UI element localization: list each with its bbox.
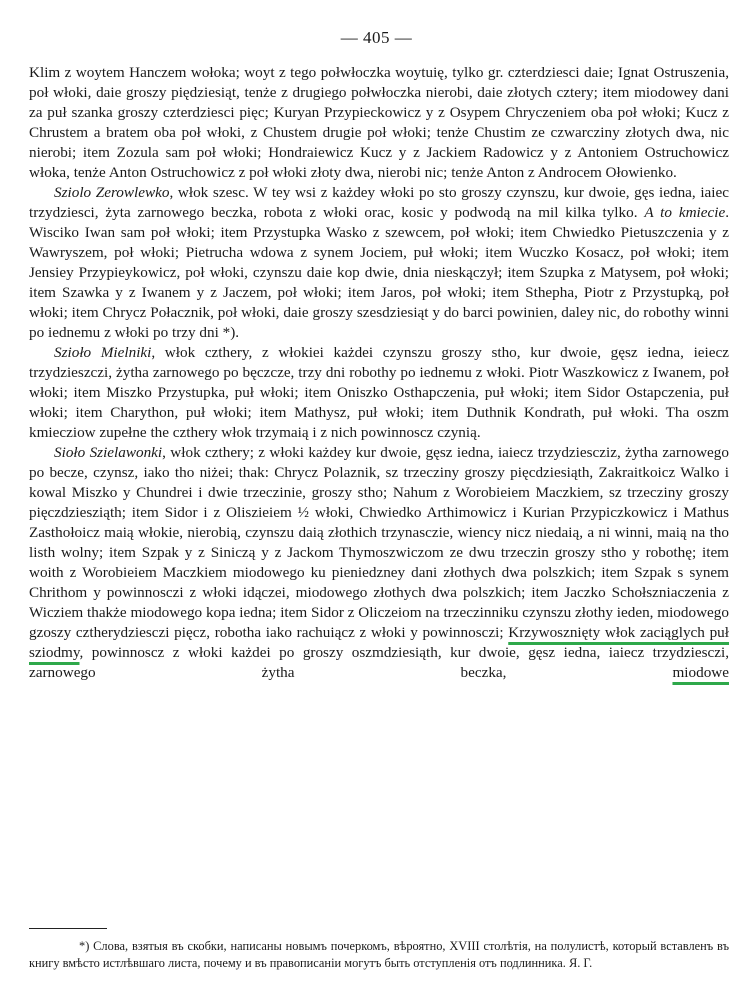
text-segment: , włok szesc. W tey wsi z każdey włoki po sto groszy czynszu, kur dwoie, gęs iedna, iaiec trzydziesci, żyta zarnowego beczka, robota z włoki orac, kosic y podwodą na mil kilka tylko. (29, 184, 729, 221)
text-segment: , włok czthery, z włokiei każdei czynszu groszy stho, kur dwoie, gęsz iedna, ieiecz trzydzieszczi, żytha zarnowego po bęczcze, trzy dni robothy po iednemu z włoki. Piotr Waszkowicz z Iwanem, poł włoki; item Miszko Przystupka, puł włoki; item Oniszko Osthapczenia, puł włoki; item Sidor Ostapczenia, puł włoki; item Charython, puł włoki; item Mathysz, puł włoki; item Duthnik Kondrath, puł włoki. Tha oszm kmiecziow zupełne the czthery włok trzymaią i z nich powinnoscz czynią. (29, 344, 729, 441)
highlighted-text: Krzywosznięty włok zaciąglych puł sziodmy (29, 624, 730, 661)
paragraph-3 (29, 343, 729, 443)
paragraph-1 (29, 63, 729, 183)
village-name-zerowlewko: Sziolo Zerowlewko (54, 184, 170, 201)
footnote-divider (29, 928, 107, 929)
text-segment: , włok czthery; z włoki każdey kur dwoie, gęsz iedna, iaiecz trzydziescziz, żytha zarnowego po becze, czynsz, iako tho niżei; thak: Chrycz Polaznik, sz trzecziny groszy pięcdziesiąth, Zakraitkoicz Walko i kowal Miszko y Chundrei i dwie trzeczinie, groszy stho; Nahum z Worobieiem Maczkiem, sz trzecziny groszy pięczdziesziąth; item Sidor i z Oliszieiem ½ włoki, Chwiedko Arthimowicz i Kurian Przypiczkowicz i Mathus Zasthołoicz maią włokie, nierobią, czynszu daią złothich trzynasczie, wiency nicz niedaią, a ni winni, maią na tho listh wolny; item Szpak y z Siniczą y z Jackom Thymoszwiczom ze dwu trzeczin groszy stho y robothę; item woith z Worobieiem Maczkiem miodowego ku pieniedzney dani złothych dwa polszkich; item Szpak s synem Chrithom y powinnosczi z włoki idączei, miodowego złothych dwa polszkich; item Jaczko Schołszniaczenia z Wicziem thakże miodowego kopa iedna; item Sidor z Oliczeiom na trzeczinniku czynszu złothy ieden, miodowego gzoszy cztherydziesczi pięcz, robotha iako rachuiącz z włoki y powinnosczi; (29, 444, 729, 641)
footnote (29, 938, 729, 972)
main-text (29, 63, 729, 683)
text-segment: . Wisciko Iwan sam poł włoki; item Przystupka Wasko z szewcem, poł włoki; item Chwiedko Pietuszczenia y z Wawryszem, poł włoki; Pietrucha wdowa z synem Jociem, puł włoki; item Wuczko Kosacz, poł włoki; item Jensiey Przypieykowicz, poł włoki, czynszu daie kop dwie, dnia nieskączył; item Szupka z Matysem, poł włoki; item Szawka y z Iwanem y z Jaczem, poł włoki; item Jaros, poł włoki; item Sthepha, Piotr z Przystupką, poł włoki; item Chrycz Połacznik, poł włoki, daie groszy szesdziesiąt y do barci powinien, daley nic, do robothy winni po iednemu z włoki po trzy dni *). (29, 204, 729, 341)
page-number: — 405 — (340, 28, 413, 47)
italic-phrase: A to kmiecie (644, 204, 726, 221)
village-name-szielawonki: Sioło Szielawonki (54, 444, 163, 461)
paragraph-4 (29, 443, 729, 683)
text-segment: Klim z woytem Hanczem wołoka; woyt z tego połwłoczka woytuię, tylko gr. czterdziesci daie; Ignat Ostruszenia, poł włoki, daie groszy piędziesiąt, tenże z drugiego połwłoczka nierobi, daie złotych cztery; item miodowey dani za puł szanka groszy czterdziesci pięc; Kuryan Przypieckowicz y z Osypem Chryczeniem oba poł włoki; Kucz z Chrustem a bratem oba poł włoki, z Chustem drugie poł włoki; tenże Chustim ze czwarcziny złotych dwa, nic nierobi; item Zozula sam poł włoki; Hondraiewicz Kucz y z Jackiem Radowicz y z Antoniem Ostruchowicz włoka, tenże Anton Ostruchowicz z poł włoki złoty dwa, nierobi nic; tenże Anton z Androcem Ołowienko. (29, 64, 729, 181)
footnote-text: *) Слова, взятыя въ скобки, написаны новымъ почеркомъ, вѣроятно, XVIII столѣтія, на полулистѣ, который вставленъ въ книгу вмѣсто истлѣвшаго листа, почему и въ правописаніи могутъ быть отступленія отъ подлинника. Я. Г. (29, 939, 729, 970)
paragraph-2 (29, 183, 729, 343)
village-name-mielniki: Szioło Mielniki (54, 344, 152, 361)
text-segment: , powinnoscz z włoki każdei po groszy oszmdziesiąth, kur dwoie, gęsz iedna, iaiecz trzydziesczi, zarnowego żytha beczka, (29, 644, 729, 681)
highlighted-text: miodowe (672, 664, 729, 681)
